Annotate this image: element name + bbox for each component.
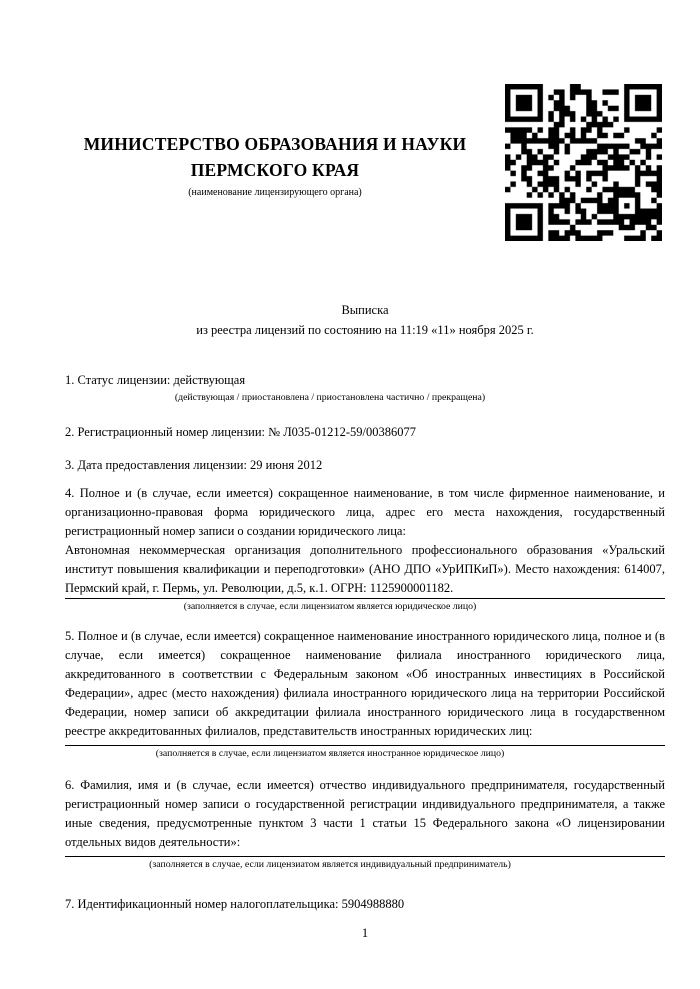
document-title-line2: из реестра лицензий по состоянию на 11:19 «11» ноября 2025 г.: [196, 323, 534, 337]
page-number: 1: [361, 926, 369, 940]
legal-entity-label: 4. Полное и (в случае, если имеется) сокращенное наименование, в том числе фирменное наименование, и организационно-правовая форма юридического лица, адрес его места нахождения, государственный регистрационный номер записи о создании юридического лица:: [65, 486, 665, 538]
ministry-name-line2: ПЕРМСКОГО КРАЯ: [190, 160, 360, 180]
licensing-authority-caption: (наименование лицензирующего органа): [188, 187, 362, 198]
item-license-status: [65, 371, 665, 404]
item-grant-date: [65, 456, 665, 475]
item-entrepreneur: [65, 776, 665, 871]
grant-date-text: 3. Дата предоставления лицензии: 29 июня 2012: [65, 458, 323, 472]
item-legal-entity: [65, 484, 665, 613]
entrepreneur-note: (заполняется в случае, если лицензиатом является индивидуальный предприниматель): [149, 859, 511, 870]
document-content: [0, 131, 700, 914]
qr-code: [505, 84, 662, 241]
item-taxpayer-number: [65, 895, 665, 914]
registration-number-text: 2. Регистрационный номер лицензии: № Л035-01212-59/00386077: [65, 425, 416, 439]
taxpayer-number-text: 7. Идентификационный номер налогоплательщика: 5904988880: [65, 897, 405, 911]
license-status-text: 1. Статус лицензии: действующая: [65, 373, 246, 387]
license-status-note: (действующая / приостановлена / приостановлена частично / прекращена): [174, 392, 486, 403]
entrepreneur-blank-field: [65, 852, 665, 857]
item-registration-number: [65, 423, 665, 442]
entrepreneur-label: 6. Фамилия, имя и (в случае, если имеется) отчество индивидуального предпринимателя, государственный регистрационный номер записи о государственной регистрации индивидуального предпринимателя, а также иные сведения, предусмотренные пунктом 3 части 1 статьи 15 Федерального закона «О лицензировании отдельных видов деятельности»:: [65, 778, 665, 849]
item-foreign-entity: [65, 627, 665, 760]
foreign-entity-label: 5. Полное и (в случае, если имеется) сокращенное наименование иностранного юридического лица, полное и (в случае, если имеется) сокращенное наименование филиала иностранного юридического лица, аккредитованного в соответствии с Федеральным законом «Об иностранных инвестициях в Российской Федерации», адрес (место нахождения) филиала иностранного юридического лица на территории Российской Федерации, номер записи об аккредитации филиала иностранного юридического лица в государственном реестре аккредитованных филиалов, представительств иностранных юридических лиц:: [65, 629, 665, 738]
ministry-name-line1: МИНИСТЕРСТВО ОБРАЗОВАНИЯ И НАУКИ: [83, 134, 467, 154]
qr-code-canvas: [505, 84, 662, 241]
document-title-line1: Выписка: [341, 303, 389, 317]
licensing-authority-header: [65, 131, 485, 200]
foreign-entity-blank-field: [65, 741, 665, 746]
legal-entity-value: Автономная некоммерческая организация дополнительного профессионального образования «Уральский институт повышения квалификации и переподготовки» (АНО ДПО «УрИПКиП»). Место нахождения: 614007, Пермский край, г. Пермь, ул. Революции, д.5, к.1. ОГРН: 1125900001182.: [65, 541, 665, 599]
foreign-entity-note: (заполняется в случае, если лицензиатом является иностранное юридическое лицо): [155, 748, 505, 759]
document-title: [65, 300, 665, 340]
legal-entity-note: (заполняется в случае, если лицензиатом является юридическое лицо): [183, 601, 477, 612]
